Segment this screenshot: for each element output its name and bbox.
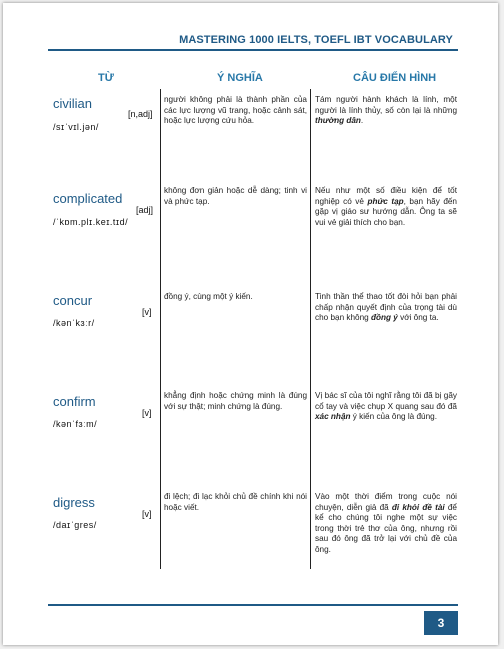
entry-meaning: khẳng định hoặc chứng minh là đúng với sự thật; minh chứng là đúng. (164, 391, 307, 411)
entry-word: civilian (53, 96, 93, 111)
entry-word: confirm (53, 394, 96, 409)
example-emphasis: phức tạp (367, 196, 404, 206)
entry-example: Tinh thần thể thao tốt đòi hỏi bạn phải chấp nhận quyết định của trọng tài dù cho bạn không đồng ý với ông ta. (315, 292, 457, 322)
example-emphasis: xác nhận (315, 412, 351, 421)
entry-example: Tám người hành khách là lính, một người là lính thủy, số còn lại là những thường dân. (315, 95, 457, 125)
entry-word: complicated (53, 191, 123, 206)
column-header-word: TỪ (98, 72, 114, 84)
example-emphasis: thường dân (315, 116, 361, 125)
entry-word: concur (53, 293, 93, 308)
entry-meaning: người không phải là thành phần của các lực lượng vũ trang, hoặc cảnh sát, hoặc lực lượng cứu hỏa. (164, 95, 307, 125)
column-header-meaning: Ý NGHĨA (217, 72, 263, 84)
entry-pronunciation: /kənˈfɜːm/ (53, 419, 98, 429)
entry-part-of-speech: [adj] (136, 205, 154, 215)
page-number: 3 (424, 611, 458, 635)
entry-part-of-speech: [v] (142, 408, 152, 418)
column-divider (160, 89, 161, 569)
entry-pronunciation: /ˈkɒm.plɪ.keɪ.tɪd/ (53, 217, 129, 227)
document-page (3, 3, 498, 645)
example-emphasis: đi khỏi đề tài (391, 502, 445, 512)
header-rule (48, 49, 458, 51)
column-header-example: CÂU ĐIỂN HÌNH (353, 72, 437, 84)
column-divider (310, 89, 311, 569)
entry-pronunciation: /daɪˈgres/ (53, 520, 97, 530)
entry-example: Nếu như một số điều kiện để tốt nghiệp có vẻ phức tạp, bạn hãy đến gặp vị giáo sư hướng dẫn. Ông ta sẽ vui vẻ giải thích cho bạn. (315, 186, 457, 227)
entry-pronunciation: /sɪˈvɪl.jən/ (53, 122, 99, 132)
entry-part-of-speech: [v] (142, 307, 152, 317)
footer-rule (48, 604, 458, 606)
entry-meaning: đồng ý, cùng một ý kiến. (164, 292, 253, 301)
header-title: MASTERING 1000 IELTS, TOEFL IBT VOCABULARY (179, 34, 453, 46)
entry-example: Vị bác sĩ của tôi nghĩ rằng tôi đã bị gãy cổ tay và việc chụp X quang sau đó đã xác nhận ý kiến của ông là đúng. (315, 391, 457, 421)
example-emphasis: đồng ý (371, 313, 398, 322)
entry-part-of-speech: [v] (142, 509, 152, 519)
entry-word: digress (53, 495, 95, 510)
entry-example: Vào một thời điểm trong cuộc nói chuyện, diễn giả đã đi khỏi đề tài để kể cho chúng tôi nghe một sự việc trong thời trẻ thơ của ông, nhưng rồi sau đó ông đã trở lại với chủ đề của ông. (315, 492, 457, 554)
entry-meaning: không đơn giản hoặc dễ dàng; tinh vi và phức tạp. (164, 186, 307, 206)
entry-part-of-speech: [n,adj] (128, 109, 153, 119)
entry-pronunciation: /kənˈkɜːr/ (53, 318, 95, 328)
entry-meaning: đi lệch; đi lạc khỏi chủ đề chính khi nói hoặc viết. (164, 492, 307, 512)
